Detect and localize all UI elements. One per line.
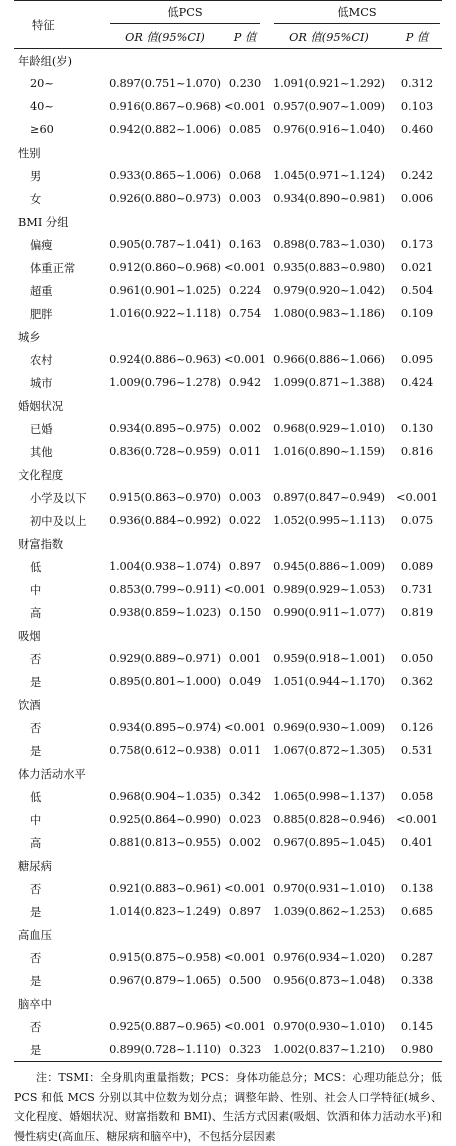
mcs-p-value: 0.109 xyxy=(400,307,434,320)
group-label: BMI 分组 xyxy=(18,215,69,229)
mcs-or-value: 0.989(0.929~1.053) xyxy=(273,583,385,596)
pcs-p-value: 0.754 xyxy=(228,307,262,320)
table-row xyxy=(14,233,442,256)
mcs-p-value: 0.460 xyxy=(400,123,434,136)
pcs-p-value: <0.001 xyxy=(224,583,266,596)
table-row xyxy=(14,946,442,969)
mcs-p-value: 0.531 xyxy=(400,744,434,757)
pcs-or-value: 1.004(0.938~1.074) xyxy=(109,560,221,573)
mcs-or-value: 1.067(0.872~1.305) xyxy=(273,744,385,757)
row-label: 低 xyxy=(30,560,42,574)
pcs-or-value: 0.938(0.859~1.023) xyxy=(109,606,221,619)
pcs-p-value: 0.011 xyxy=(228,744,262,757)
group-label: 文化程度 xyxy=(18,468,64,482)
mcs-p-value: 0.504 xyxy=(400,284,434,297)
pcs-p-value: 0.500 xyxy=(228,974,262,987)
table-row xyxy=(14,739,442,762)
group-label: 糖尿病 xyxy=(18,859,52,873)
table-row xyxy=(14,578,442,601)
mcs-or-value: 1.051(0.944~1.170) xyxy=(273,675,385,688)
table-row xyxy=(14,72,442,95)
table-row xyxy=(14,555,442,578)
mcs-or-value: 0.957(0.907~1.009) xyxy=(273,100,385,113)
table-row xyxy=(14,808,442,831)
group-row xyxy=(14,463,442,486)
mcs-p-value: 0.685 xyxy=(400,905,434,918)
group-label: 财富指数 xyxy=(18,537,64,551)
row-label: 小学及以下 xyxy=(30,491,87,505)
group-row xyxy=(14,693,442,716)
pcs-p-value: 0.049 xyxy=(228,675,262,688)
mcs-or-value: 0.967(0.895~1.045) xyxy=(273,836,385,849)
table-row xyxy=(14,969,442,992)
pcs-or-value: 0.925(0.887~0.965) xyxy=(109,1020,221,1033)
group-label: 体力活动水平 xyxy=(18,767,86,781)
pcs-or-value: 0.942(0.882~1.006) xyxy=(109,123,221,136)
row-label: 高 xyxy=(30,836,42,850)
group-row xyxy=(14,49,442,73)
mcs-p-value: 0.006 xyxy=(400,192,434,205)
mcs-or-value: 0.970(0.931~1.010) xyxy=(273,882,385,895)
group-row xyxy=(14,210,442,233)
table-row xyxy=(14,118,442,141)
pcs-p-value: 0.342 xyxy=(228,790,262,803)
mcs-or-value: 0.934(0.890~0.981) xyxy=(273,192,385,205)
mcs-p-value: 0.075 xyxy=(400,514,434,527)
mcs-p-value: <0.001 xyxy=(396,491,438,504)
mcs-p-value: 0.731 xyxy=(400,583,434,596)
pcs-p-value: 0.068 xyxy=(228,169,262,182)
pcs-or-value: 0.934(0.895~0.974) xyxy=(109,721,221,734)
pcs-or-value: 0.895(0.801~1.000) xyxy=(109,675,221,688)
row-label: 是 xyxy=(30,905,42,919)
table-row xyxy=(14,877,442,900)
mcs-p-value: <0.001 xyxy=(396,813,438,826)
mcs-p-value: 0.816 xyxy=(400,445,434,458)
table-row xyxy=(14,509,442,532)
mcs-or-value: 0.968(0.929~1.010) xyxy=(273,422,385,435)
pcs-or-value: 0.925(0.864~0.990) xyxy=(109,813,221,826)
table-row xyxy=(14,371,442,394)
mcs-p-value: 0.021 xyxy=(400,261,434,274)
group-row xyxy=(14,394,442,417)
row-label: 否 xyxy=(30,1020,42,1034)
pcs-or-value: 0.899(0.728~1.110) xyxy=(106,1038,224,1062)
pcs-p-value: <0.001 xyxy=(224,1020,266,1033)
group-row xyxy=(14,532,442,555)
pcs-p-value: 0.003 xyxy=(228,491,262,504)
group-label: 饮酒 xyxy=(18,698,41,712)
row-label: 否 xyxy=(30,721,42,735)
row-label: 肥胖 xyxy=(30,307,53,321)
header-feature: 特征 xyxy=(14,1,106,49)
table-row xyxy=(14,440,442,463)
mcs-or-value: 1.052(0.995~1.113) xyxy=(273,514,385,527)
header-low-pcs: 低PCS xyxy=(110,3,260,24)
mcs-p-value: 0.819 xyxy=(400,606,434,619)
pcs-p-value: 0.003 xyxy=(228,192,262,205)
mcs-or-value: 1.065(0.998~1.137) xyxy=(273,790,385,803)
pcs-or-value: 0.905(0.787~1.041) xyxy=(109,238,221,251)
pcs-p-value: <0.001 xyxy=(224,721,266,734)
mcs-or-value: 1.002(0.837~1.210) xyxy=(266,1038,392,1062)
pcs-p-value: <0.001 xyxy=(224,261,266,274)
table-header xyxy=(14,1,442,49)
row-label: 城市 xyxy=(30,376,53,390)
pcs-p-value: 0.085 xyxy=(228,123,262,136)
group-label: 性别 xyxy=(18,146,41,160)
pcs-or-value: 0.853(0.799~0.911) xyxy=(109,583,221,596)
row-label: 否 xyxy=(30,951,42,965)
mcs-or-value: 0.976(0.934~1.020) xyxy=(273,951,385,964)
mcs-or-value: 1.045(0.971~1.124) xyxy=(273,169,385,182)
pcs-p-value: 0.002 xyxy=(228,422,262,435)
row-label: 男 xyxy=(30,169,42,183)
mcs-or-value: 0.970(0.930~1.010) xyxy=(273,1020,385,1033)
mcs-p-value: 0.130 xyxy=(400,422,434,435)
mcs-p-value: 0.312 xyxy=(400,77,434,90)
pcs-or-value: 0.936(0.884~0.992) xyxy=(109,514,221,527)
table-body xyxy=(14,49,442,1062)
header-pcs-p: P 值 xyxy=(224,26,266,49)
mcs-or-value: 1.016(0.890~1.159) xyxy=(273,445,385,458)
mcs-p-value: 0.089 xyxy=(400,560,434,573)
mcs-p-value: 0.980 xyxy=(392,1038,442,1062)
pcs-or-value: 0.924(0.886~0.963) xyxy=(109,353,221,366)
pcs-or-value: 0.921(0.883~0.961) xyxy=(109,882,221,895)
pcs-or-value: 0.897(0.751~1.070) xyxy=(109,77,221,90)
row-label: 农村 xyxy=(30,353,53,367)
pcs-or-value: 0.881(0.813~0.955) xyxy=(109,836,221,849)
group-label: 吸烟 xyxy=(18,629,41,643)
row-label: 40~ xyxy=(30,100,54,113)
table-row xyxy=(14,647,442,670)
mcs-or-value: 0.897(0.847~0.949) xyxy=(273,491,385,504)
row-label: 20~ xyxy=(30,77,54,90)
mcs-or-value: 0.885(0.828~0.946) xyxy=(273,813,385,826)
pcs-p-value: 0.022 xyxy=(228,514,262,527)
mcs-or-value: 0.966(0.886~1.066) xyxy=(273,353,385,366)
mcs-p-value: 0.424 xyxy=(400,376,434,389)
group-row xyxy=(14,762,442,785)
header-low-mcs: 低MCS xyxy=(274,3,440,24)
mcs-or-value: 1.080(0.983~1.186) xyxy=(273,307,385,320)
table-row xyxy=(14,417,442,440)
pcs-or-value: 0.836(0.728~0.959) xyxy=(109,445,221,458)
table-row xyxy=(14,716,442,739)
mcs-or-value: 0.969(0.930~1.009) xyxy=(273,721,385,734)
row-label: 否 xyxy=(30,652,42,666)
group-label: 城乡 xyxy=(18,330,41,344)
mcs-p-value: 0.173 xyxy=(400,238,434,251)
pcs-p-value: 0.002 xyxy=(228,836,262,849)
pcs-p-value: 0.001 xyxy=(228,652,262,665)
table-row xyxy=(14,302,442,325)
mcs-or-value: 1.091(0.921~1.292) xyxy=(273,77,385,90)
row-label: 是 xyxy=(30,974,42,988)
table-row xyxy=(14,1015,442,1038)
pcs-p-value: 0.323 xyxy=(224,1038,266,1062)
pcs-p-value: 0.163 xyxy=(228,238,262,251)
mcs-or-value: 0.945(0.886~1.009) xyxy=(273,560,385,573)
pcs-or-value: 1.016(0.922~1.118) xyxy=(109,307,221,320)
pcs-p-value: 0.150 xyxy=(228,606,262,619)
mcs-or-value: 0.935(0.883~0.980) xyxy=(273,261,385,274)
pcs-or-value: 0.967(0.879~1.065) xyxy=(109,974,221,987)
group-label: 脑卒中 xyxy=(18,997,52,1011)
group-label: 婚姻状况 xyxy=(18,399,64,413)
pcs-p-value: 0.230 xyxy=(228,77,262,90)
mcs-or-value: 0.959(0.918~1.001) xyxy=(273,652,385,665)
pcs-p-value: 0.224 xyxy=(228,284,262,297)
row-label: 中 xyxy=(30,813,42,827)
pcs-p-value: 0.897 xyxy=(228,560,262,573)
table-row xyxy=(14,279,442,302)
mcs-or-value: 0.956(0.873~1.048) xyxy=(273,974,385,987)
mcs-or-value: 0.976(0.916~1.040) xyxy=(273,123,385,136)
header-pcs-or: OR 值(95%CI) xyxy=(106,26,224,49)
pcs-or-value: 0.916(0.867~0.968) xyxy=(109,100,221,113)
row-label: 是 xyxy=(14,1038,106,1062)
group-row xyxy=(14,992,442,1015)
mcs-p-value: 0.242 xyxy=(400,169,434,182)
table-row xyxy=(14,486,442,509)
pcs-p-value: 0.023 xyxy=(228,813,262,826)
mcs-p-value: 0.401 xyxy=(400,836,434,849)
group-row xyxy=(14,923,442,946)
pcs-or-value: 0.915(0.863~0.970) xyxy=(109,491,221,504)
pcs-p-value: <0.001 xyxy=(224,353,266,366)
pcs-p-value: <0.001 xyxy=(224,100,266,113)
mcs-or-value: 0.898(0.783~1.030) xyxy=(273,238,385,251)
row-label: ≥60 xyxy=(30,123,54,136)
pcs-or-value: 1.009(0.796~1.278) xyxy=(109,376,221,389)
pcs-or-value: 0.933(0.865~1.006) xyxy=(109,169,221,182)
pcs-or-value: 0.968(0.904~1.035) xyxy=(109,790,221,803)
table-row xyxy=(14,900,442,923)
mcs-p-value: 0.287 xyxy=(400,951,434,964)
row-label: 初中及以上 xyxy=(30,514,87,528)
table-row xyxy=(14,831,442,854)
table-row xyxy=(14,348,442,371)
pcs-p-value: <0.001 xyxy=(224,882,266,895)
table-row xyxy=(14,1038,442,1062)
row-label: 体重正常 xyxy=(30,261,76,275)
mcs-p-value: 0.103 xyxy=(400,100,434,113)
row-label: 低 xyxy=(30,790,42,804)
mcs-p-value: 0.338 xyxy=(400,974,434,987)
table-row xyxy=(14,164,442,187)
table-row xyxy=(14,95,442,118)
mcs-p-value: 0.058 xyxy=(400,790,434,803)
mcs-or-value: 0.979(0.920~1.042) xyxy=(273,284,385,297)
row-label: 超重 xyxy=(30,284,53,298)
table-row xyxy=(14,601,442,624)
pcs-or-value: 0.915(0.875~0.958) xyxy=(109,951,221,964)
row-label: 中 xyxy=(30,583,42,597)
pcs-p-value: <0.001 xyxy=(224,951,266,964)
group-row xyxy=(14,854,442,877)
pcs-or-value: 0.934(0.895~0.975) xyxy=(109,422,221,435)
group-label: 高血压 xyxy=(18,928,52,942)
row-label: 已婚 xyxy=(30,422,53,436)
group-row xyxy=(14,141,442,164)
results-table xyxy=(14,0,442,1062)
mcs-p-value: 0.095 xyxy=(400,353,434,366)
pcs-p-value: 0.897 xyxy=(228,905,262,918)
pcs-or-value: 0.758(0.612~0.938) xyxy=(109,744,221,757)
row-label: 是 xyxy=(30,744,42,758)
mcs-p-value: 0.362 xyxy=(400,675,434,688)
pcs-or-value: 0.961(0.901~1.025) xyxy=(109,284,221,297)
mcs-p-value: 0.138 xyxy=(400,882,434,895)
mcs-p-value: 0.145 xyxy=(400,1020,434,1033)
table-row xyxy=(14,256,442,279)
row-label: 其他 xyxy=(30,445,53,459)
pcs-or-value: 0.912(0.860~0.968) xyxy=(109,261,221,274)
table-row xyxy=(14,785,442,808)
mcs-p-value: 0.050 xyxy=(400,652,434,665)
pcs-or-value: 0.926(0.880~0.973) xyxy=(109,192,221,205)
group-row xyxy=(14,325,442,348)
header-mcs-p: P 值 xyxy=(392,26,442,49)
mcs-or-value: 1.099(0.871~1.388) xyxy=(273,376,385,389)
row-label: 女 xyxy=(30,192,42,206)
group-row xyxy=(14,624,442,647)
row-label: 是 xyxy=(30,675,42,689)
group-label: 年龄组(岁) xyxy=(18,54,73,68)
pcs-or-value: 0.929(0.889~0.971) xyxy=(109,652,221,665)
mcs-p-value: 0.126 xyxy=(400,721,434,734)
mcs-or-value: 1.039(0.862~1.253) xyxy=(273,905,385,918)
row-label: 否 xyxy=(30,882,42,896)
row-label: 高 xyxy=(30,606,42,620)
table-row xyxy=(14,670,442,693)
pcs-p-value: 0.942 xyxy=(228,376,262,389)
table-row xyxy=(14,187,442,210)
header-mcs-or: OR 值(95%CI) xyxy=(266,26,392,49)
mcs-or-value: 0.990(0.911~1.077) xyxy=(273,606,385,619)
row-label: 偏瘦 xyxy=(30,238,53,252)
pcs-or-value: 1.014(0.823~1.249) xyxy=(109,905,221,918)
table-footnote: 注：TSMI：全身肌肉重量指数；PCS：身体功能总分；MCS：心理功能总分；低 PCS 和低 MCS 分别以其中位数为划分点；调整年龄、性别、社会人口学特征(城乡、文化程度、婚姻状况、财富指数和 BMI)、生活方式因素(吸烟、饮酒和体力活动水平)和慢性病史(高血压、糖尿病和脑卒中)，不包括分层因素 xyxy=(14,1071,442,1143)
pcs-p-value: 0.011 xyxy=(228,445,262,458)
